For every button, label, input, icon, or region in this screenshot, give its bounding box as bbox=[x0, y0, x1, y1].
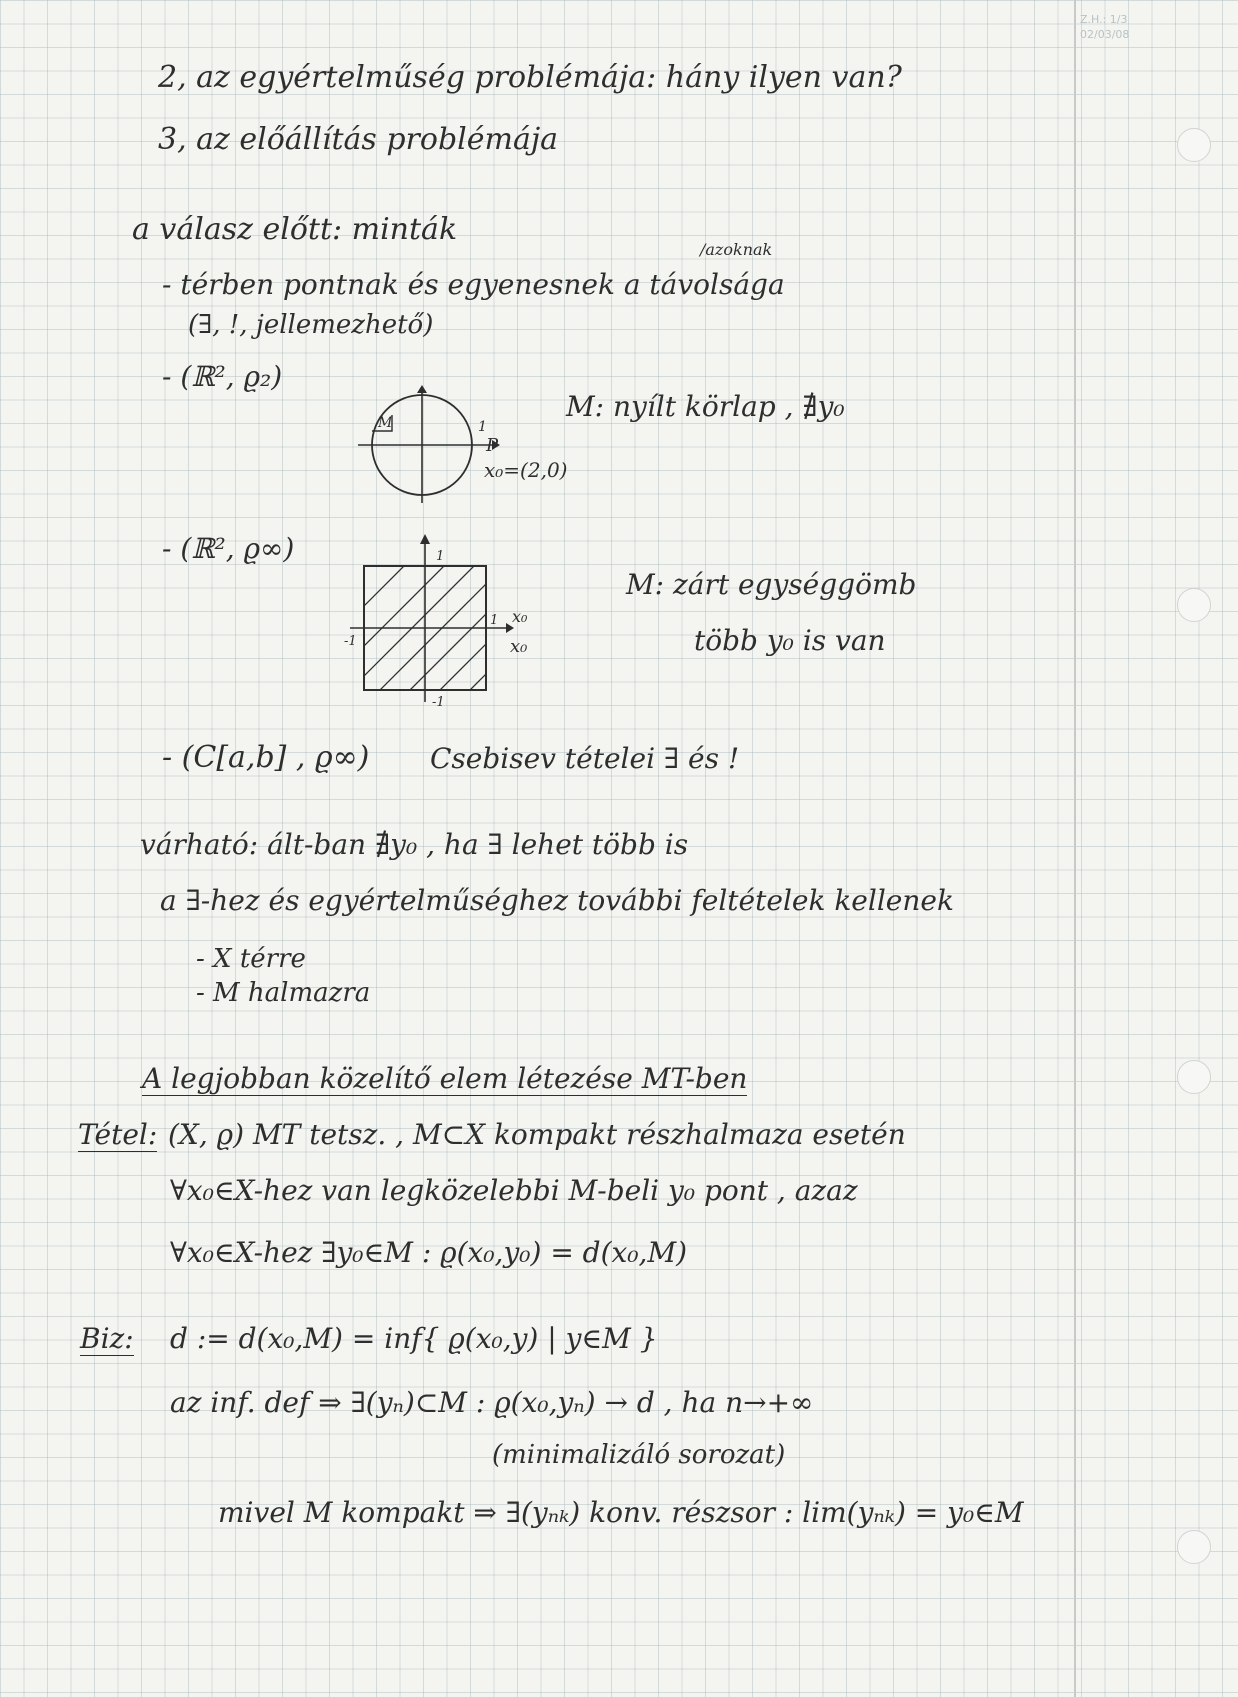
proof-line-1: d := d(x₀,M) = inf{ ϱ(x₀,y) | y∈M } bbox=[170, 1322, 658, 1355]
fig1-label-one: 1 bbox=[478, 419, 487, 435]
line-chebyshev: Csebisev tételei ∃ és ! bbox=[430, 742, 740, 775]
fig2-label-x0: x₀ bbox=[510, 636, 528, 657]
binder-hole bbox=[1177, 128, 1211, 162]
theorem-label: Tétel: bbox=[78, 1118, 158, 1151]
line-several-y0: több y₀ is van bbox=[694, 624, 886, 657]
line-space-r2-rho2: - (ℝ², ϱ₂) bbox=[162, 360, 283, 393]
theorem-line-3: ∀x₀∈X-hez ∃y₀∈M : ϱ(x₀,y₀) = d(x₀,M) bbox=[170, 1236, 688, 1269]
y-axis-arrow-icon bbox=[420, 534, 430, 544]
line-exists-unique: (∃, !, jellemezhető) bbox=[188, 310, 434, 340]
binder-hole bbox=[1177, 1530, 1211, 1564]
proof-line-4: mivel M kompakt ⇒ ∃(yₙₖ) konv. részsor : lim(yₙₖ) = y₀∈M bbox=[218, 1496, 1024, 1529]
line-set-m: - M halmazra bbox=[196, 978, 371, 1008]
binder-hole bbox=[1177, 588, 1211, 622]
fig2-label-x0-arrow: x₀ bbox=[512, 607, 528, 626]
fig1-label-x0: x₀=(2,0) bbox=[484, 458, 568, 482]
figure-open-disk bbox=[350, 385, 590, 515]
theorem-line-1: (X, ϱ) MT tetsz. , M⊂X kompakt részhalmaza esetén bbox=[168, 1118, 906, 1151]
proof-line-2: az inf. def ⇒ ∃(yₙ)⊂M : ϱ(x₀,yₙ) → d , ha n→+∞ bbox=[170, 1386, 814, 1419]
proof-line-3: (minimalizáló sorozat) bbox=[492, 1440, 786, 1470]
fig2-label-right: 1 bbox=[490, 613, 499, 628]
line-point-line-distance: - térben pontnak és egyenesnek a távolsága bbox=[162, 268, 785, 301]
line-expected: várható: ált-ban ∄y₀ , ha ∃ lehet több is bbox=[140, 828, 689, 861]
binder-hole bbox=[1177, 1060, 1211, 1094]
fig1-label-p: P bbox=[486, 435, 499, 456]
line-examples: a válasz előtt: minták bbox=[132, 212, 458, 247]
page-stamp: Z.H.: 1/3 02/03/08 bbox=[1080, 13, 1130, 42]
line-closed-unit-ball: M: zárt egységgömb bbox=[626, 568, 917, 601]
proof-label: Biz: bbox=[80, 1322, 134, 1355]
figure-closed-unit-ball bbox=[340, 530, 560, 710]
line-open-disk: M: nyílt körlap , ∄y₀ bbox=[566, 390, 845, 423]
line-conditions: a ∃-hez és egyértelműséghez további feltételek kellenek bbox=[160, 884, 954, 917]
line-construction: 3, az előállítás problémája bbox=[158, 122, 559, 157]
margin-line bbox=[1074, 0, 1076, 1697]
fig2-label-bottom: -1 bbox=[432, 695, 445, 710]
line-uniqueness: 2, az egyértelműség problémája: hány ilyen van? bbox=[158, 60, 902, 95]
fig2-label-top: 1 bbox=[436, 549, 445, 564]
fig1-label-m: M bbox=[378, 415, 393, 431]
section-heading: A legjobban közelítő elem létezése MT-ben bbox=[142, 1062, 748, 1095]
fig2-label-left: -1 bbox=[344, 634, 357, 649]
line-note-azoknak: /azoknak bbox=[700, 240, 773, 259]
y-axis-arrow-icon bbox=[417, 385, 427, 393]
line-space-x: - X térre bbox=[196, 944, 306, 974]
line-space-r2-rhoinf: - (ℝ², ϱ∞) bbox=[162, 532, 295, 565]
line-space-c-ab: - (C[a,b] , ϱ∞) bbox=[162, 740, 370, 775]
theorem-line-2: ∀x₀∈X-hez van legközelebbi M-beli y₀ pont , azaz bbox=[170, 1174, 858, 1207]
